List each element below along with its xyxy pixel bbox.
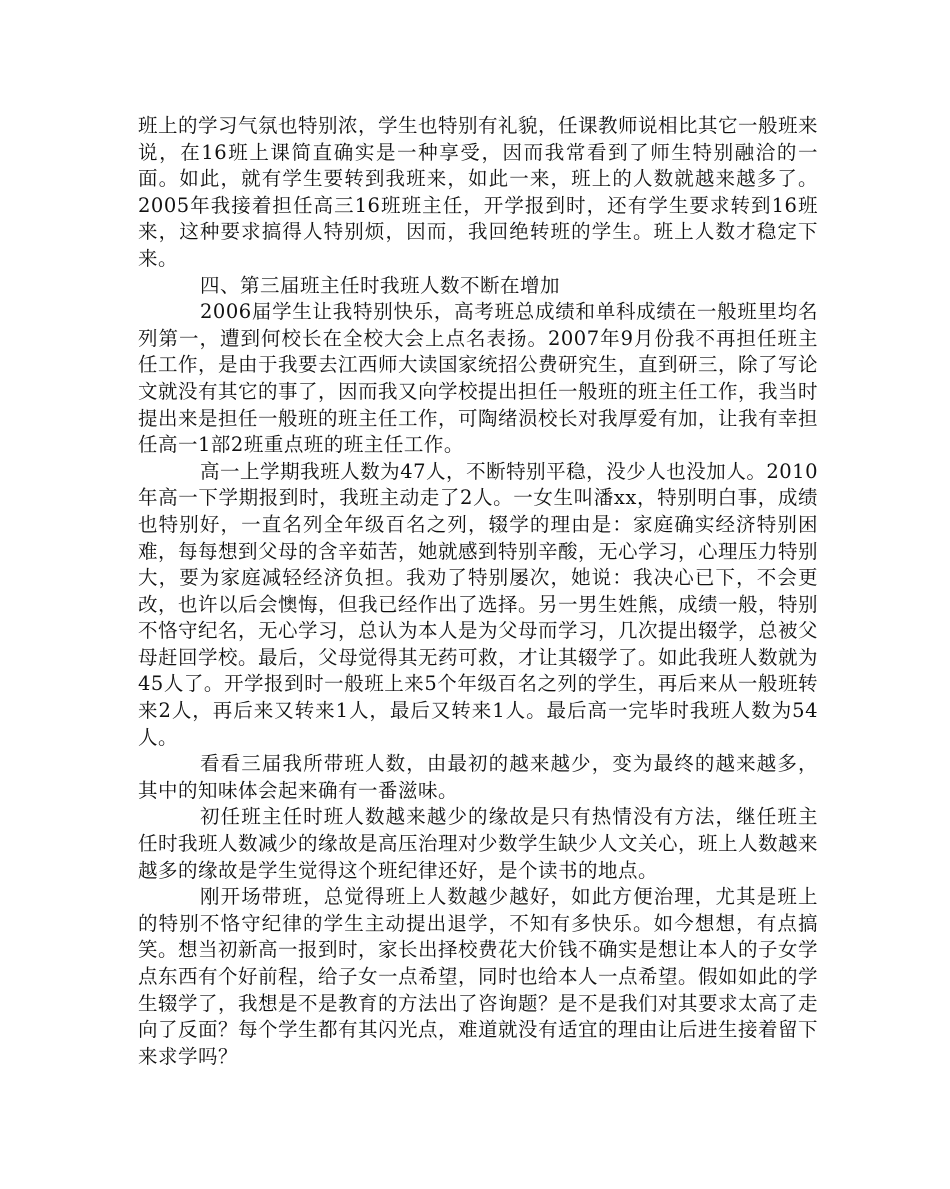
paragraph-3: 高一上学期我班人数为47人，不断特别平稳，没少人也没加人。2010年高一下学期报到时，我班主动走了2人。一女生叫潘xx，特别明白事，成绩也特别好，一直名列全年级百名之列，辍学的理由是：家庭确实经济特别困难，每每想到父母的含辛茹苦，她就感到特别辛酸，无心学习，心理压力特别大，要为家庭减轻经济负担。我劝了特别屡次，她说：我决心已下，不会更改，也许以后会懊悔，但我已经作出了选择。另一男生姓熊，成绩一般，特别不恪守纪名，无心学习，总认为本人是为父母而学习，几次提出辍学，总被父母赶回学校。最后，父母觉得其无药可救，才让其辍学了。如此我班人数就为45人了。开学报到时一般班上来5个年级百名之列的学生，再后来从一般班转来2人，再后来又转来1人，最后又转来1人。最后高一完毕时我班人数为54人。 [138,459,819,749]
paragraph-6: 刚开场带班，总觉得班上人数越少越好，如此方便治理，尤其是班上的特别不恪守纪律的学生主动提出退学，不知有多快乐。如今想想，有点搞笑。想当初新高一报到时，家长出择校费花大价钱不确实是想让本人的子女学点东西有个好前程，给子女一点希望，同时也给本人一点希望。假如如此的学生辍学了，我想是不是教育的方法出了咨询题？是不是我们对其要求太高了走向了反面？每个学生都有其闪光点，难道就没有适宜的理由让后进生接着留下来求学吗？ [138,885,819,1068]
section-heading: 四、第三届班主任时我班人数不断在增加 [200,273,561,297]
paragraph-2: 2006届学生让我特别快乐，高考班总成绩和单科成绩在一般班里均名列第一，遭到何校长在全校大会上点名表扬。2007年9月份我不再担任班主任工作，是由于我要去江西师大读国家统招公费研究生，直到研三，除了写论文就没有其它的事了，因而我又向学校提出担任一般班的班主任工作，我当时提出来是担任一般班的班主任工作，可陶绪涢校长对我厚爱有加，让我有幸担任高一1部2班重点班的班主任工作。 [138,300,819,457]
paragraph-4: 看看三届我所带班人数，由最初的越来越少，变为最终的越来越多，其中的知味体会起来确有一番滋味。 [138,752,818,802]
document-page [138,113,818,1070]
paragraph-5: 初任班主任时班人数越来越少的缘故是只有热情没有方法，继任班主任时我班人数减少的缘故是高压治理对少数学生缺少人文关心，班上人数越来越多的缘故是学生觉得这个班纪律还好，是个读书的地点。 [138,805,819,882]
paragraph-1: 班上的学习气氛也特别浓，学生也特别有礼貌，任课教师说相比其它一般班来说，在16班上课简直确实是一种享受，因而我常看到了师生特别融洽的一面。如此，就有学生要转到我班来，如此一来，班上的人数就越来越多了。2005年我接着担任高三16班班主任，开学报到时，还有学生要求转到16班来，这种要求搞得人特别烦，因而，我回绝转班的学生。班上人数才稳定下来。 [138,114,819,270]
